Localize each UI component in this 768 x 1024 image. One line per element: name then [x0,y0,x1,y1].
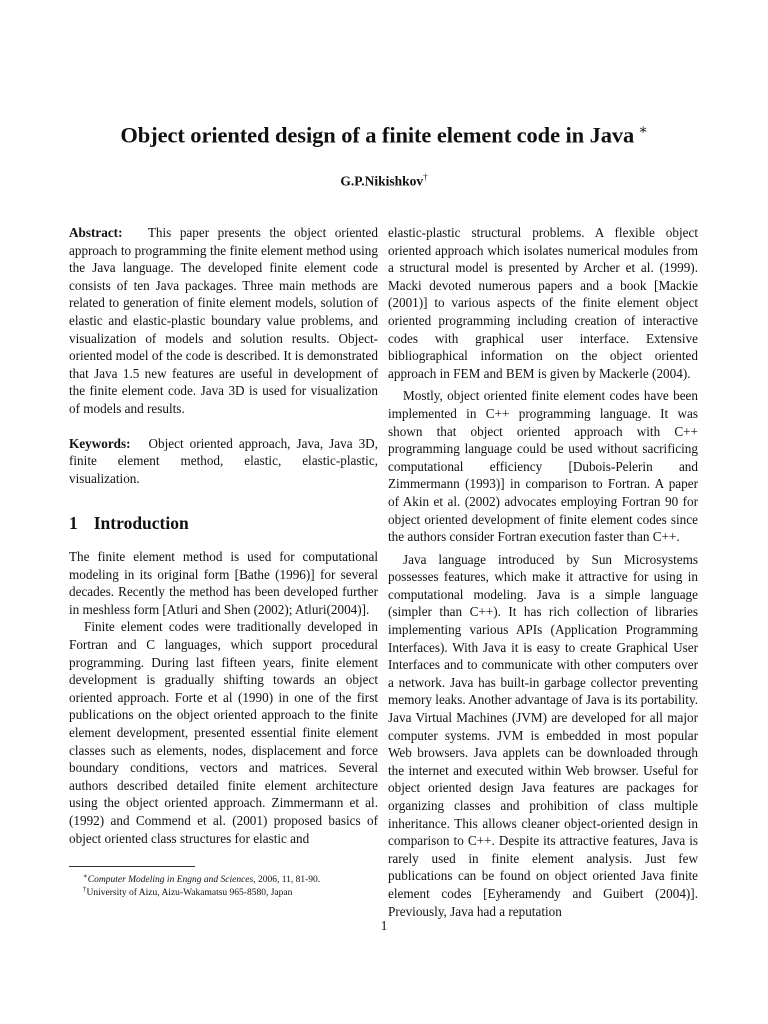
body-paragraph: elastic-plastic structural problems. A flexible object oriented approach which isolates numerical modules from a structural model is presented by Archer et al. (1999). Macki devoted numerous papers and a book [Mackie (2001)] to various aspects of the finite element object oriented programming including creation of interactive codes with graphical user interface. Extensive bibliographical information on the object oriented approach in FEM and BEM is given by Mackerle (2004). [388,225,698,381]
body-paragraph: Java language introduced by Sun Microsystems possesses features, which make it attractive for using in computational modeling. Java is a simple language (simpler than C++). It has rich collection of libraries implementing various APIs (Application Programming Interfaces). With Java it is easy to create Graphical User Interfaces and to communicate with other computers over a network. Java has built-in garbage collector preventing memory leaks. Another advantage of Java is its portability. Java Virtual Machines (JVM) are developed for all major computer systems. JVM is embedded in most popular Web browsers. Java applets can be downloaded through the internet and executed within Web browser. Useful for object oriented design Java features are packages for organizing classes and prohibition of class multiple inheritance. This allows cleaner object-oriented design in comparison to C++. Despite its attractive features, Java is rarely used in finite element analysis. Just few publications can be found on object oriented Java finite element codes [Eyheramendy and Guibert (2004)]. Previously, Java had a reputation [388,551,698,919]
page-number: 1 [380,918,388,933]
right-column [388,224,698,920]
footnote-journal: Computer Modeling in Engng and Sciences [87,875,254,886]
body-paragraph: Mostly, object oriented finite element codes have been implemented in C++ programming language. It was shown that object oriented approach with C++ programming language could be used without sacrificing computational efficiency [Dubois-Pelerin and Zimmermann (1993)] in comparison to Fortran. A paper of Akin et al. (2002) advocates employing Fortran 90 for object oriented development of finite element codes since the authors consider Fortran execution faster than C++. [388,388,698,545]
footnote-text: , 2006, 11, 81-90. [253,875,321,886]
paper-title-text: Object oriented design of a finite element code in Java [120,122,635,148]
footnote-mark: ∗ [83,872,88,880]
section-number: 1 [69,513,78,533]
section-heading [69,513,189,534]
paper-title [0,122,768,149]
footnote-divider [69,866,195,867]
keywords-text: Object oriented approach, Java, Java 3D, finite element method, elastic, elastic-plastic, visualization. [69,435,379,486]
author-name: G.P.Nikishkov [340,173,424,189]
author-footnote-mark: † [423,172,428,182]
abstract-block [69,224,378,487]
body-paragraph: The finite element method is used for computational modeling in its original form [Bathe (1996)] for several decades. Recently the method has been developed further in meshless form [Atluri and Shen (2002); Atluri(2004)]. [69,549,378,617]
keywords-label: Keywords: [69,435,131,451]
footnote-2 [69,883,378,900]
title-footnote-mark: ∗ [638,123,648,138]
abstract-label: Abstract: [69,225,123,240]
section-title: Introduction [93,513,189,533]
body-paragraph: Finite element codes were traditionally developed in Fortran and C languages, which support procedural programming. During last fifteen years, finite element development is gradually shifting towards an object oriented approach. Forte et al (1990) in one of the first publications on the object oriented approach to the finite element development, presented essential finite element classes such as elements, nodes, displacement and force boundary conditions, vectors and matrices. Several authors described detailed finite element architecture using the object oriented approach. Zimmermann et al. (1992) and Commend et al. (2001) proposed basics of object oriented class structures for elastic and [69,619,378,846]
keywords-paragraph [69,435,378,488]
abstract-text: This paper presents the object oriented approach to programming the finite element method using the Java language. The developed finite element code consists of ten Java packages. Three main methods are related to generation of finite element models, solution of elastic and elastic-plastic boundary value problems, and visualization of models and solution results. Object-oriented model of the code is described. It is demonstrated that Java 1.5 new features are useful in development of the finite element code. Java 3D is used for visualization of models and results. [69,225,379,416]
author-line [0,172,768,190]
left-column-body [69,548,378,847]
abstract-paragraph [69,224,378,418]
footnote-mark: † [83,885,87,893]
footnote-text: University of Aizu, Aizu-Wakamatsu 965-8580, Japan [86,888,293,899]
